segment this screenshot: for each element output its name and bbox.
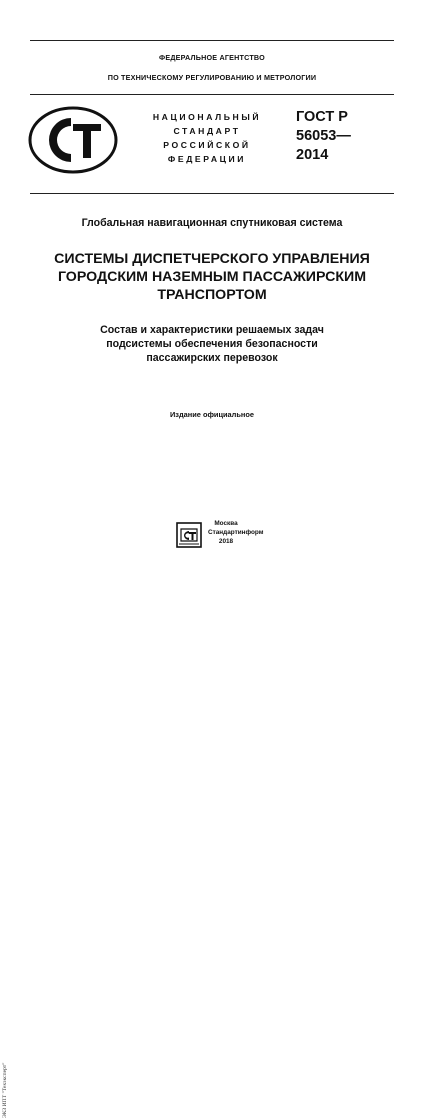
standard-line-3: РОССИЙСКОЙ: [163, 140, 251, 150]
document-subtitle: Глобальная навигационная спутниковая система: [81, 217, 343, 229]
gost-line-1: ГОСТ Р: [296, 109, 348, 125]
publisher-city: Москва: [214, 520, 238, 527]
side-mark: ЭКЗ ИПТ "Техэксперт": [2, 1062, 8, 1118]
desc-line-2: подсистемы обеспечения безопасности: [106, 338, 318, 350]
publisher-block: [208, 519, 264, 546]
title-line-2: ГОРОДСКИМ НАЗЕМНЫМ ПАССАЖИРСКИМ: [57, 269, 367, 285]
standartinform-logo-icon: [176, 522, 202, 548]
desc-line-3: пассажирских перевозок: [146, 352, 278, 364]
standard-line-2: СТАНДАРТ: [173, 126, 241, 136]
gost-line-3: 2014: [296, 147, 329, 163]
desc-line-1: Состав и характеристики решаемых задач: [100, 324, 324, 336]
publisher-year: 2018: [218, 538, 234, 545]
gost-r-emblem-icon: [27, 104, 119, 176]
title-line-3: ТРАНСПОРТОМ: [157, 287, 267, 303]
standard-type: [127, 110, 287, 166]
lower-rule: [30, 193, 394, 194]
publisher-name: Стандартинформ: [208, 529, 264, 536]
agency-line-2: ПО ТЕХНИЧЕСКОМУ РЕГУЛИРОВАНИЮ И МЕТРОЛОГИИ: [107, 73, 317, 82]
edition-label: Издание официальное: [169, 410, 254, 419]
standard-line-4: ФЕДЕРАЦИИ: [167, 154, 247, 164]
top-rule: [30, 40, 394, 41]
standard-line-1: НАЦИОНАЛЬНЫЙ: [152, 112, 262, 122]
gost-line-2: 56053—: [296, 128, 351, 144]
agency-line-1: ФЕДЕРАЛЬНОЕ АГЕНТСТВО: [159, 53, 265, 62]
gost-designation: [296, 108, 351, 165]
title-line-1: СИСТЕМЫ ДИСПЕТЧЕРСКОГО УПРАВЛЕНИЯ: [54, 251, 370, 267]
document-description: [20, 323, 404, 365]
middle-rule: [30, 94, 394, 95]
document-title: [20, 250, 404, 304]
